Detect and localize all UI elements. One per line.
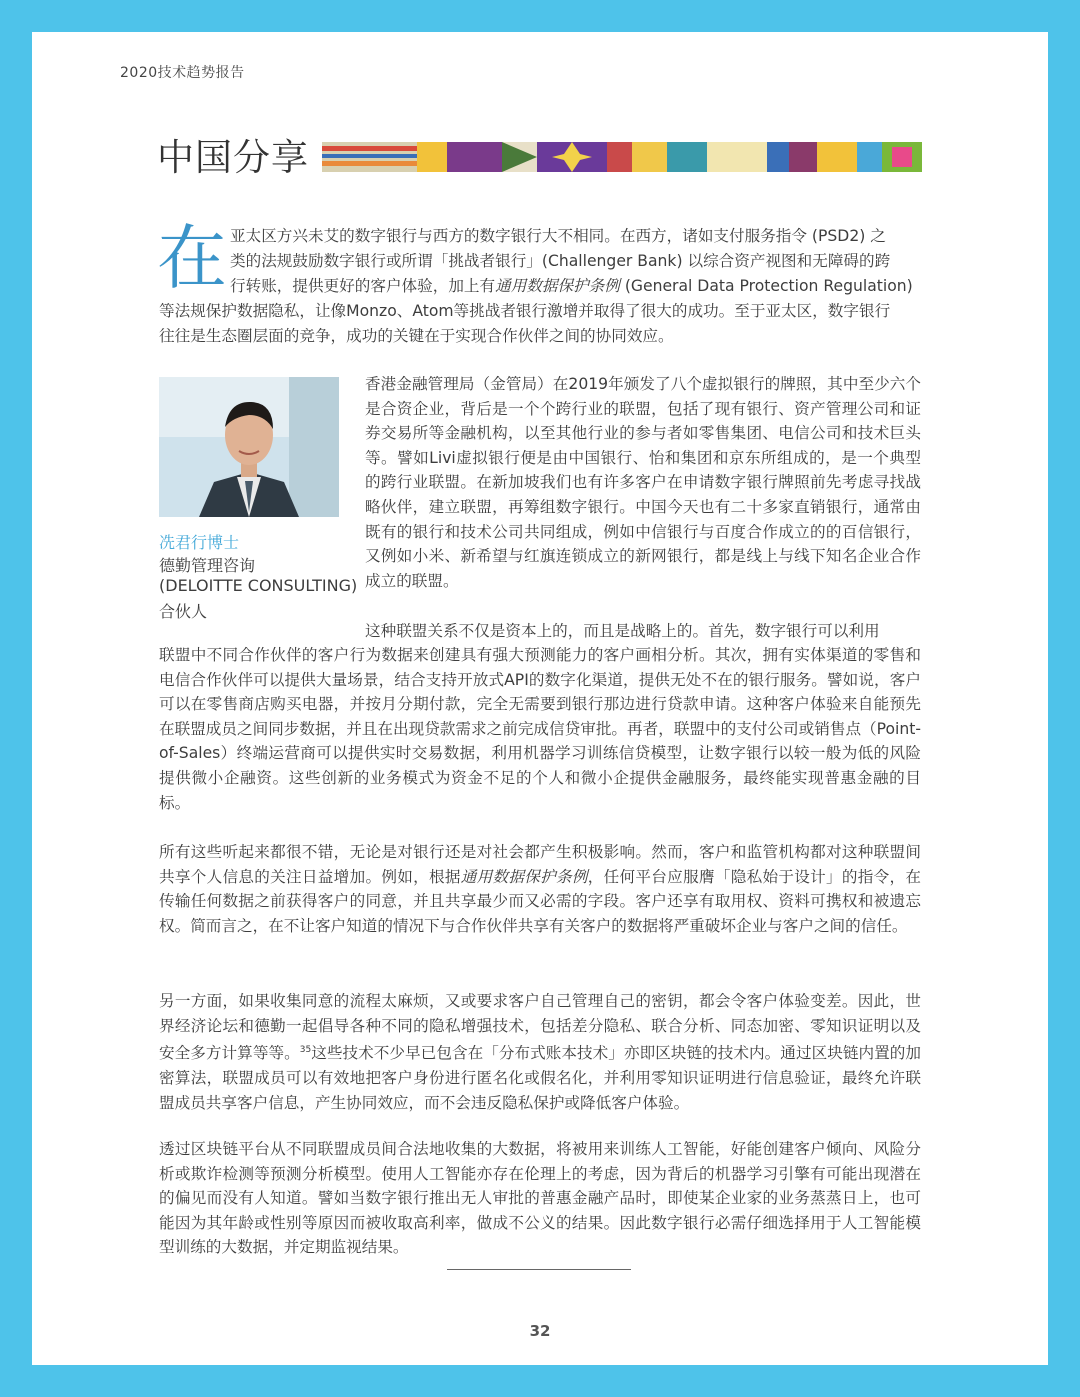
profile-org: 德勤管理咨询 — [159, 556, 256, 575]
page-number: 32 — [529, 1322, 551, 1340]
running-head: 2020技术趋势报告 — [120, 65, 245, 81]
paragraph-ai-ethics: 透过区块链平台从不同联盟成员间合法地收集的大数据，将被用来训练人工智能，好能创建客户倾向、风险分析或欺诈检测等预测分析模型。使用人工智能亦存在伦理上的考虑，因为背后的机器学习引擎有可能出现潜在的偏见而没有人知道。譬如当数字银行推出无人审批的普惠金融产品时，即使某企业家的业务蒸蒸日上，也可能因为其年龄或性别等原因而被收取高利率，做成不公义的结果。因此数字银行必需仔细选择用于人工智能模型训练的大数据，并定期监视结果。 — [159, 1140, 921, 1257]
p4-gdpr-italic: 通用数据保护条例 — [460, 867, 588, 886]
section-title: 中国分享 — [157, 136, 309, 179]
intro-line-3-tail: (General Data Protection Regulation) — [619, 277, 913, 295]
p4-part-a: 所有这些听起来都很不错，无论是对银行还是对社会都产生积极影响。然而，客户和监管机构都对这种联盟间共享个人信息的关注日益增加。例如，根据 — [159, 843, 921, 886]
intro-line-5: 往往是生态圈层面的竞争，成功的关键在于实现合作伙伴之间的协同效应。 — [159, 327, 674, 345]
decorative-banner — [322, 142, 922, 172]
intro-line-1: 亚太区方兴未艾的数字银行与西方的数字银行大不相同。在西方，诸如支付服务指令 (PSD2) 之 — [230, 227, 886, 245]
intro-line-3-text: 行转账，提供更好的客户体验，加上有 — [230, 277, 496, 295]
footnote-ref: 35 — [299, 1045, 312, 1056]
intro-line-3 — [230, 274, 913, 296]
paragraph-strategy: 联盟中不同合作伙伴的客户行为数据来创建具有强大预测能力的客户画相分析。其次，拥有实体渠道的零售和电信合作伙伴可以提供大量场景，结合支持开放式API的数字化渠道，提供无处不在的银行服务。譬如说，客户可以在零售商店购买电器，并按月分期付款，完全无需要到银行那边进行贷款申请。这种客户体验来自能预先在联盟成员之间同步数据，并且在出现贷款需求之前完成信贷审批。再者，联盟中的支付公司或销售点（Point-of-Sales）终端运营商可以提供实时交易数据，利用机器学习训练信贷模型，让数字银行以较一般为低的风险提供微小企融资。这些创新的业务模式为资金不足的个人和微小企提供金融服务，最终能实现普惠金融的目标。 — [159, 646, 921, 812]
p4-part-b: ，任何平台应服膺「隐私始于设计」的指令，在传输任何数据之前获得客户的同意，并且共享最少而又必需的字段。客户还享有取用权、资料可携权和被遗忘权。简而言之，在不让客户知道的情况下与合作伙伴共享有关客户的数据将严重破坏企业与客户之间的信任。 — [159, 867, 921, 935]
profile-role: 合伙人 — [159, 602, 208, 621]
drop-cap: 在 — [157, 217, 227, 299]
profile-org-en: (DELOITTE CONSULTING) — [159, 576, 358, 595]
profile-name: 冼君行博士 — [159, 533, 240, 552]
report-page — [32, 32, 1048, 1365]
p5-part-b: 这些技术不少早已包含在「分布式账本技术」亦即区块链的技术内。通过区块链内置的加密算法，联盟成员可以有效地把客户身份进行匿名化或假名化，并利用零知识证明进行信息验证，最终允许联盟成员共享客户信息，产生协同效应，而不会违反隐私保护或降低客户体验。 — [159, 1044, 921, 1112]
footer-rule — [447, 1269, 631, 1270]
intro-line-4: 等法规保护数据隐私，让像Monzo、Atom等挑战者银行激增并取得了很大的成功。至于亚太区，数字银行 — [159, 302, 891, 320]
paragraph-privacy-concerns — [159, 840, 921, 938]
paragraph-strategy-first-line: 这种联盟关系不仅是资本上的，而且是战略上的。首先，数字银行可以利用 — [365, 622, 880, 640]
paragraph-privacy-tech — [159, 989, 921, 1115]
p5-part-a: 另一方面，如果收集同意的流程太麻烦，又或要求客户自己管理自己的密钥，都会令客户体验变差。因此，世界经济论坛和德勤一起倡导各种不同的隐私增强技术，包括差分隐私、联合分析、同态加密、零知识证明以及安全多方计算等等。 — [159, 992, 921, 1063]
portrait-photo — [159, 377, 339, 517]
paragraph-hkma: 香港金融管理局（金管局）在2019年颁发了八个虚拟银行的牌照，其中至少六个是合资企业，背后是一个个跨行业的联盟，包括了现有银行、资产管理公司和证券交易所等金融机构，以至其他行业的参与者如零售集团、电信公司和技术巨头等。譬如Livi虚拟银行便是由中国银行、怡和集团和京东所组成的，是一个典型的跨行业联盟。在新加坡我们也有许多客户在申请数字银行牌照前先考虑寻找战略伙伴，建立联盟，再筹组数字银行。中国今天也有二十多家直销银行，通常由既有的银行和技术公司共同组成，例如中信银行与百度合作成立的的百信银行，又例如小米、新希望与红旗连锁成立的新网银行，都是线上与线下知名企业合作成立的联盟。 — [365, 375, 921, 590]
gdpr-italic: 通用数据保护条例 — [495, 277, 620, 295]
intro-line-2: 类的法规鼓励数字银行或所谓「挑战者银行」(Challenger Bank) 以综合资产视图和无障碍的跨 — [230, 252, 891, 270]
